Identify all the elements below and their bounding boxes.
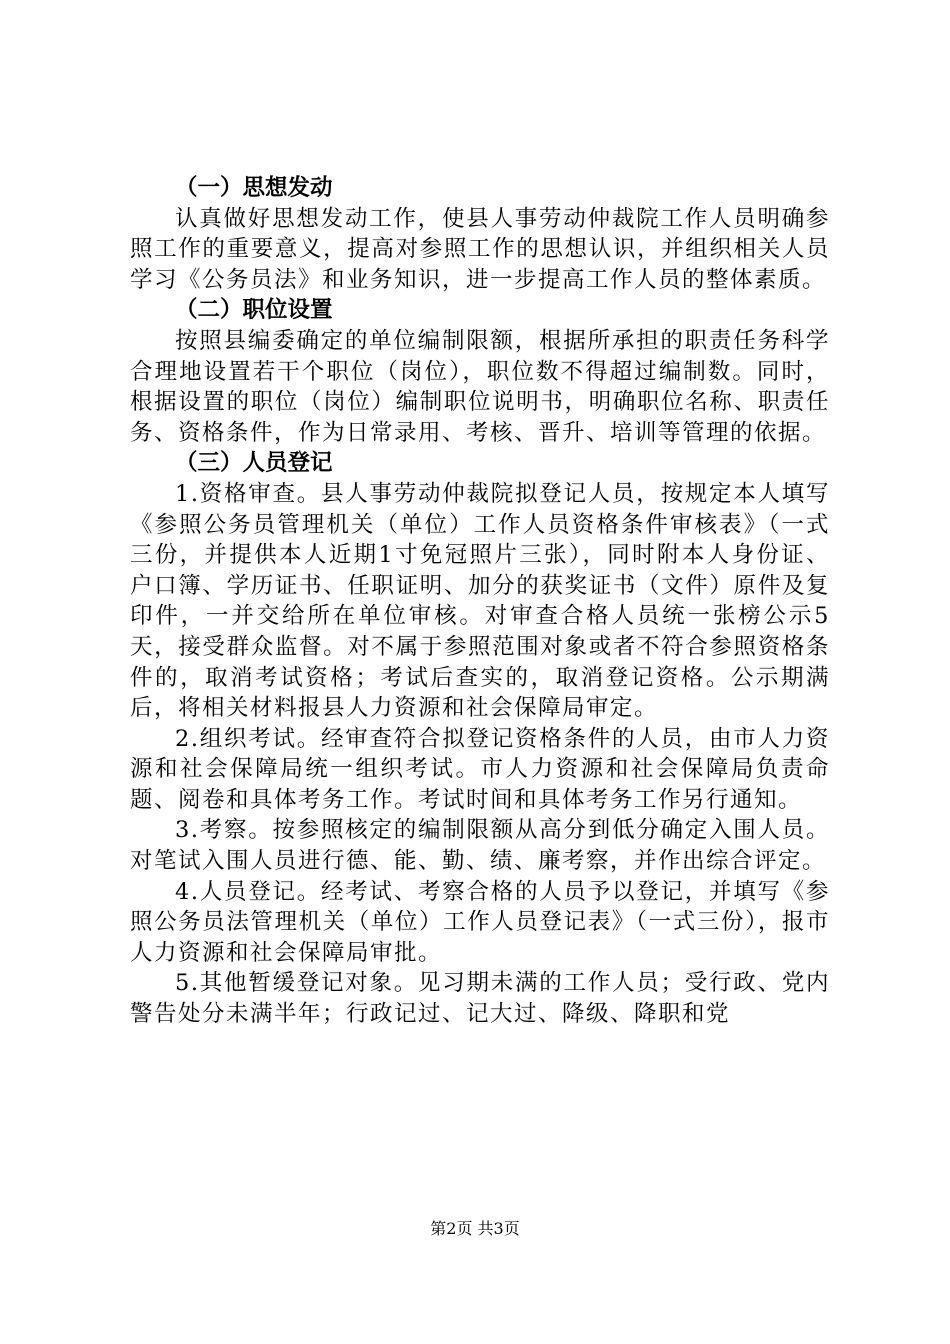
paragraph: 5.其他暂缓登记对象。见习期未满的工作人员；受行政、党内警告处分未满半年；行政记过、记大过、降级、降职和党 — [130, 970, 830, 1028]
section-1 — [130, 173, 830, 295]
section-3 — [130, 448, 830, 1029]
paragraph: 认真做好思想发动工作，使县人事劳动仲裁院工作人员明确参照工作的重要意义，提高对参照工作的思想认识，并组织相关人员学习《公务员法》和业务知识，进一步提高工作人员的整体素质。 — [130, 205, 830, 293]
section-2 — [130, 295, 830, 448]
paragraph: 按照县编委确定的单位编制限额，根据所承担的职责任务科学合理地设置若干个职位（岗位），职位数不得超过编制数。同时，根据设置的职位（岗位）编制职位说明书，明确职位名称、职责任务、资格条件，作为日常录用、考核、晋升、培训等管理的依据。 — [130, 327, 830, 446]
paragraph: 2.组织考试。经审查符合拟登记资格条件的人员，由市人力资源和社会保障局统一组织考试。市人力资源和社会保障局负责命题、阅卷和具体考务工作。考试时间和具体考务工作另行通知。 — [130, 725, 830, 813]
paragraph: 4.人员登记。经考试、考察合格的人员予以登记，并填写《参照公务员法管理机关（单位）工作人员登记表》（一式三份），报市人力资源和社会保障局审批。 — [130, 878, 830, 966]
page-footer: 第2页 共3页 — [430, 1219, 520, 1238]
paragraph: 1.资格审查。县人事劳动仲裁院拟登记人员，按规定本人填写《参照公务员管理机关（单位）工作人员资格条件审核表》（一式三份，并提供本人近期1寸免冠照片三张），同时附本人身份证、户口簿、学历证书、任职证明、加分的获奖证书（文件）原件及复印件，一并交给所在单位审核。对审查合格人员统一张榜公示5天，接受群众监督。对不属于参照范围对象或者不符合参照资格条件的，取消考试资格；考试后查实的，取消登记资格。公示期满后，将相关材料报县人力资源和社会保障局审定。 — [130, 480, 830, 722]
document-body — [130, 173, 830, 1030]
paragraph: 3.考察。按参照核定的编制限额从高分到低分确定入围人员。对笔试入围人员进行德、能、勤、绩、廉考察，并作出综合评定。 — [130, 817, 830, 875]
section-heading: （三）人员登记 — [175, 450, 333, 477]
section-heading: （一）思想发动 — [175, 175, 333, 201]
section-heading: （二）职位设置 — [175, 297, 333, 324]
